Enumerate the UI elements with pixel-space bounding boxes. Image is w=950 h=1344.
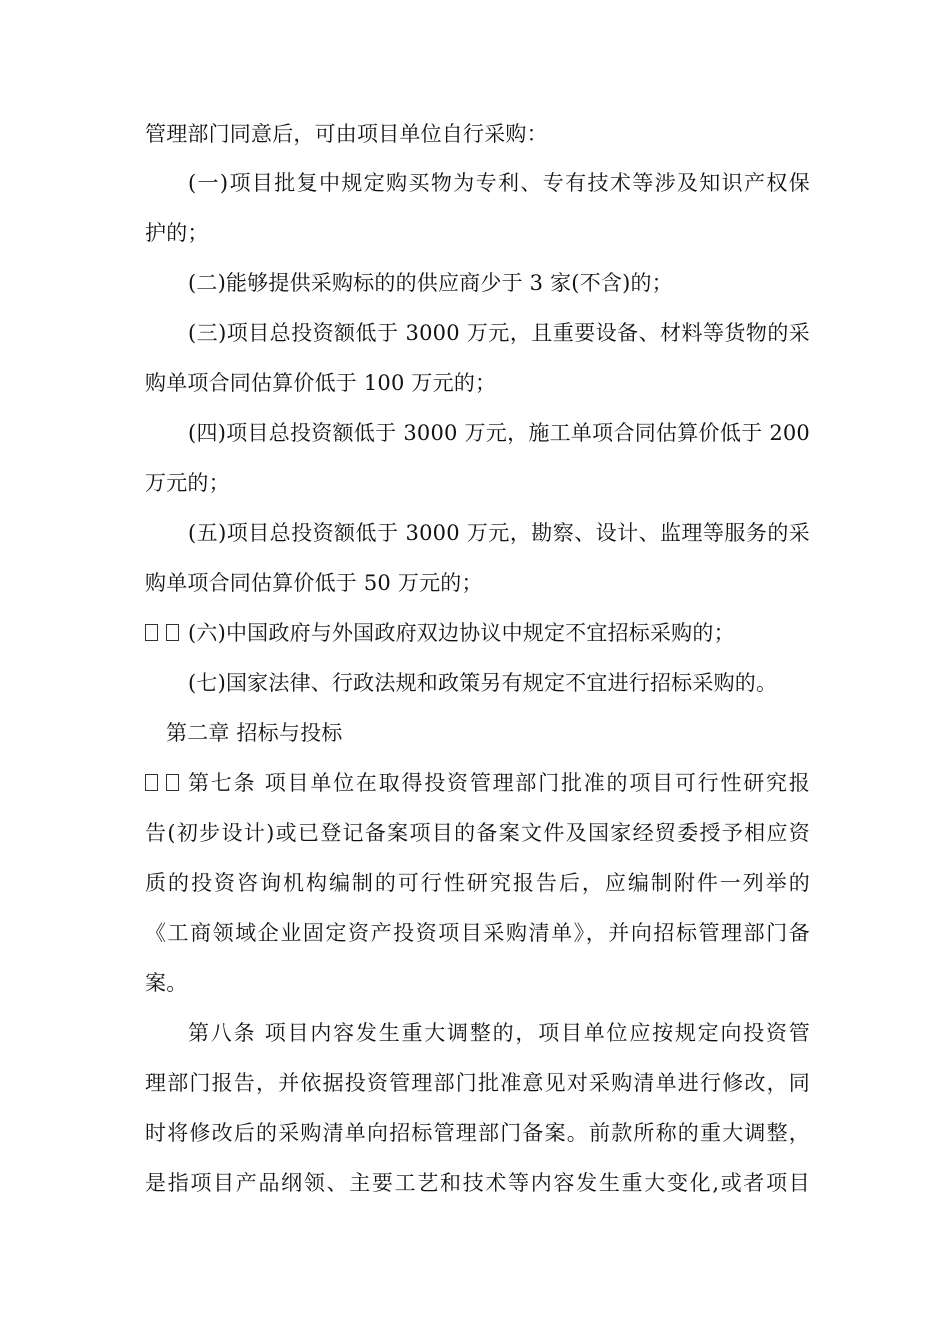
missing-glyph-icon [166,624,179,641]
missing-glyph-icon [166,774,179,791]
missing-glyph-icon [145,624,158,641]
text-line: 告(初步设计)或已登记备案项目的备案文件及国家经贸委授予相应资 [145,821,810,845]
text-line: 理部门报告，并依据投资管理部门批准意见对采购清单进行修改，同 [145,1071,810,1095]
text-line: 万元的； [145,471,230,495]
text-line: (七)国家法律、行政法规和政策另有规定不宜进行招标采购的。 [188,671,778,695]
text-line: 第八条 项目内容发生重大调整的，项目单位应按规定向投资管 [188,1021,810,1045]
missing-glyph-marker [145,624,187,643]
text-line: 管理部门同意后，可由项目单位自行采购： [145,122,548,146]
text-line: 案。 [145,971,188,995]
text-line: 是指项目产品纲领、主要工艺和技术等内容发生重大变化,或者项目 [145,1171,810,1195]
chapter-heading: 第二章 招标与投标 [166,721,343,745]
text-line: (六)中国政府与外国政府双边协议中规定不宜招标采购的； [188,621,735,645]
missing-glyph-icon [145,774,158,791]
missing-glyph-marker [145,774,187,793]
text-line: 购单项合同估算价低于 50 万元的； [145,571,483,595]
text-line: 护的； [145,221,209,245]
text-line: (五)项目总投资额低于 3000 万元，勘察、设计、监理等服务的采 [188,521,810,545]
text-line: 《工商领域企业固定资产投资项目采购清单》，并向招标管理部门备 [145,921,810,945]
text-line: (二)能够提供采购标的的供应商少于 3 家(不含)的； [188,271,673,295]
text-line: 质的投资咨询机构编制的可行性研究报告后，应编制附件一列举的 [145,871,810,895]
text-line: (一)项目批复中规定购买物为专利、专有技术等涉及知识产权保 [188,171,810,195]
text-line: (四)项目总投资额低于 3000 万元，施工单项合同估算价低于 200 [188,421,810,445]
text-line: 第七条 项目单位在取得投资管理部门批准的项目可行性研究报 [188,771,810,795]
text-line: 购单项合同估算价低于 100 万元的； [145,371,497,395]
text-line: 时将修改后的采购清单向招标管理部门备案。前款所称的重大调整， [145,1121,810,1145]
text-line: (三)项目总投资额低于 3000 万元，且重要设备、材料等货物的采 [188,321,810,345]
